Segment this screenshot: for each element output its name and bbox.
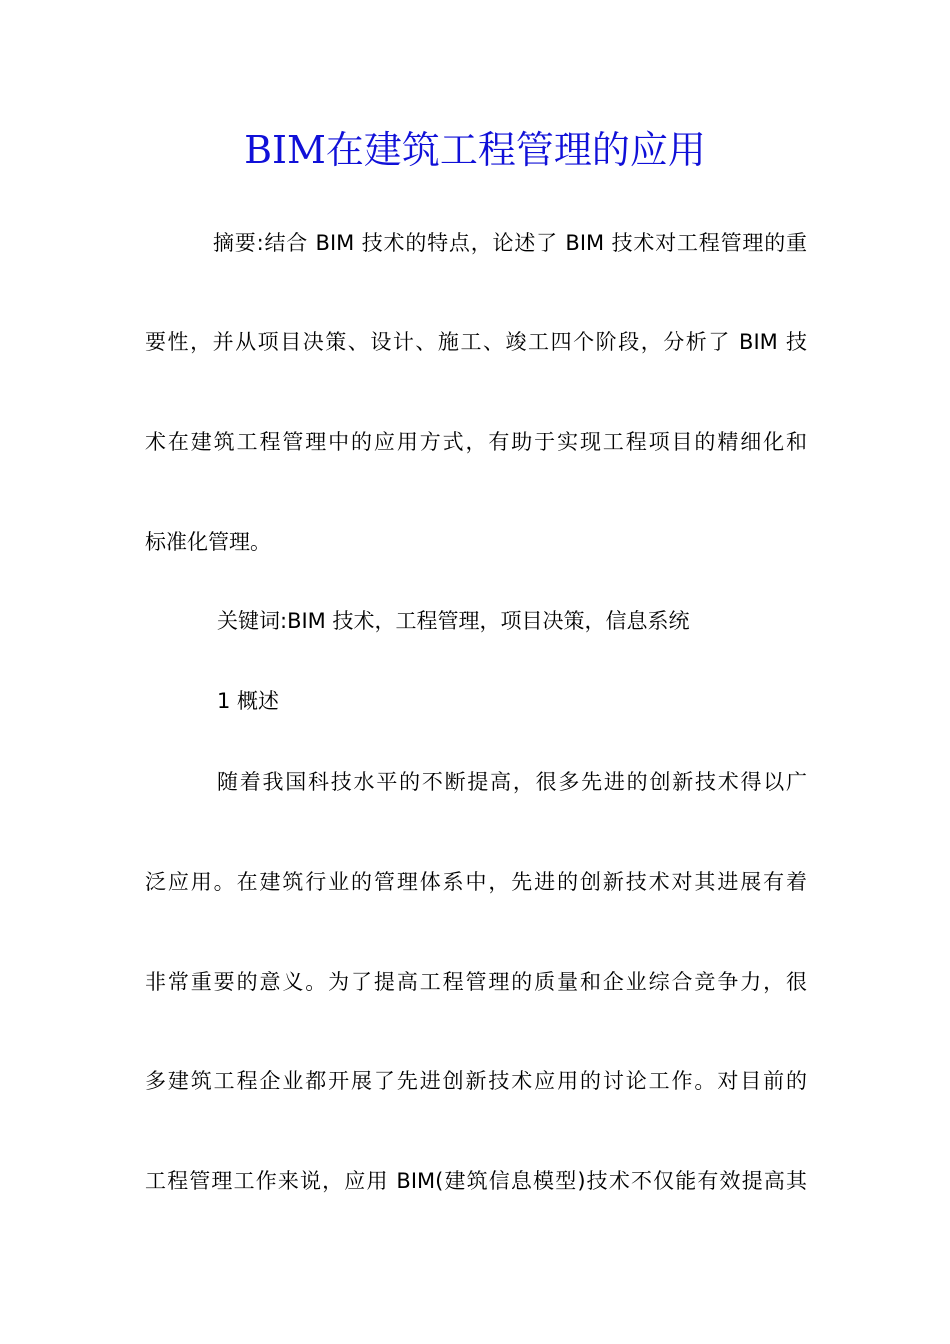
abstract-line-2: 要性，并从项目决策、设计、施工、竣工四个阶段，分析了 BIM 技 (145, 330, 807, 354)
document-title: BIM在建筑工程管理的应用 (244, 128, 706, 172)
abstract-line-4: 标准化管理。 (145, 530, 271, 554)
body-line-1: 随着我国科技水平的不断提高，很多先进的创新技术得以广 (217, 770, 807, 794)
body-line-5: 工程管理工作来说，应用 BIM(建筑信息模型)技术不仅能有效提高其 (145, 1169, 807, 1193)
keywords-line: 关键词:BIM 技术，工程管理，项目决策，信息系统 (217, 609, 690, 633)
body-line-2: 泛应用。在建筑行业的管理体系中，先进的创新技术对其进展有着 (145, 870, 807, 894)
abstract-line-3: 术在建筑工程管理中的应用方式，有助于实现工程项目的精细化和 (145, 430, 807, 454)
body-line-3: 非常重要的意义。为了提高工程管理的质量和企业综合竞争力，很 (145, 970, 807, 994)
abstract-line-1: 摘要:结合 BIM 技术的特点，论述了 BIM 技术对工程管理的重 (213, 231, 807, 255)
section-heading: 1 概述 (217, 689, 280, 713)
body-line-4: 多建筑工程企业都开展了先进创新技术应用的讨论工作。对目前的 (145, 1069, 807, 1093)
